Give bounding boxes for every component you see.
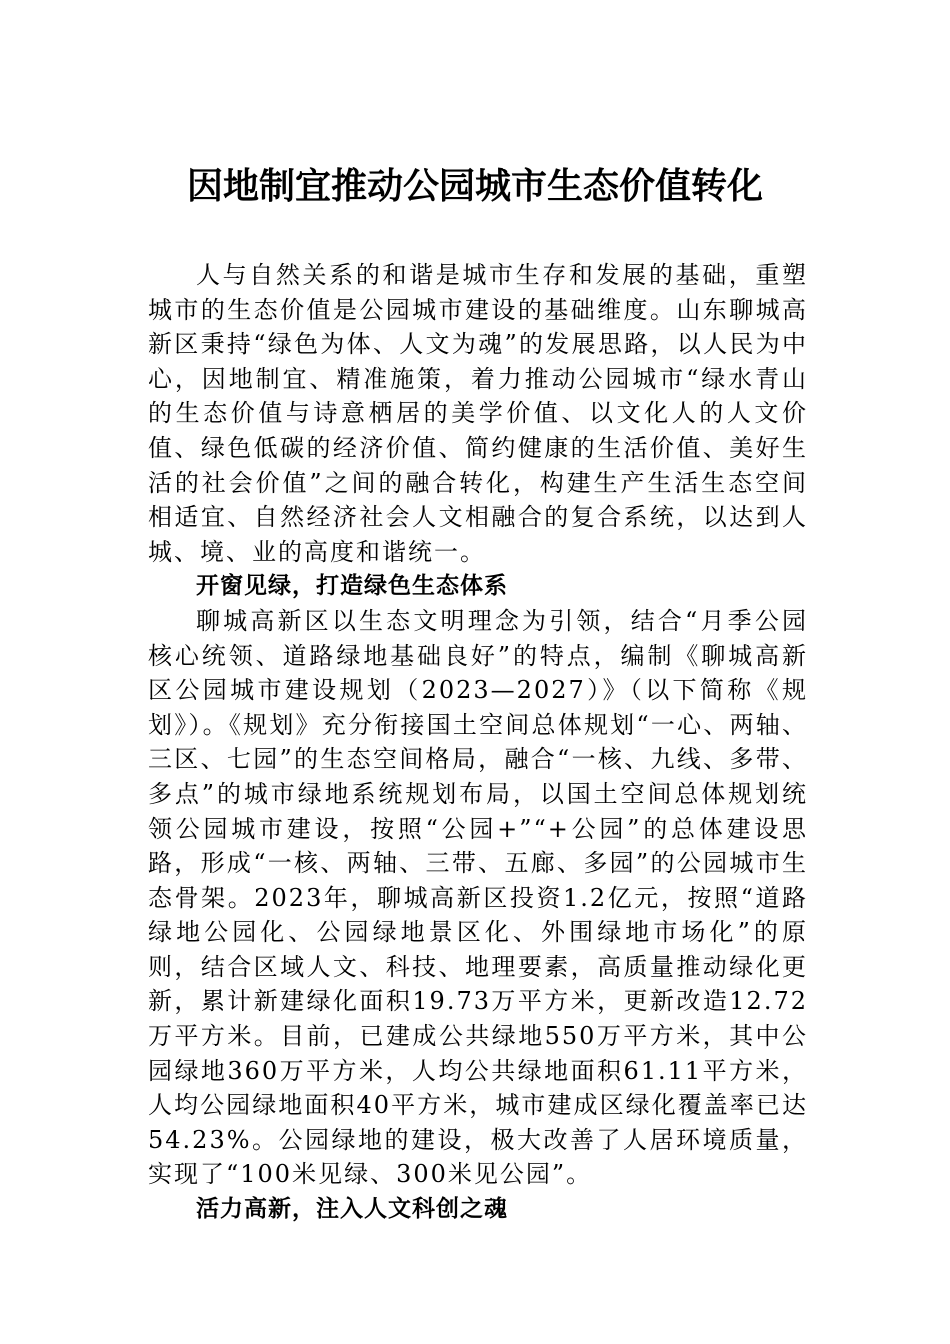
section-heading-green-ecology: 开窗见绿，打造绿色生态体系 (196, 573, 508, 600)
intro-paragraph: 人与自然关系的和谐是城市生存和发展的基础，重塑城市的生态价值是公园城市建设的基础维度。山东聊城高新区秉持“绿色为体、人文为魂”的发展思路，以人民为中心，因地制宜、精准施策，着力推动公园城市“绿水青山的生态价值与诗意栖居的美学价值、以文化人的人文价值、绿色低碳的经济价值、简约健康的生活价值、美好生活的社会价值”之间的融合转化，构建生产生活生态空间相适宜、自然经济社会人文相融合的复合系统，以达到人城、境、业的高度和谐统一。 (148, 261, 808, 566)
section-heading-culture-innovation: 活力高新，注入人文科创之魂 (196, 1196, 508, 1223)
document-title: 因地制宜推动公园城市生态价值转化 (186, 165, 763, 207)
green-ecology-paragraph: 聊城高新区以生态文明理念为引领，结合“月季公园核心统领、道路绿地基础良好”的特点，编制《聊城高新区公园城市建设规划（2023—2027）》（以下简称《规划》）。《规划》充分衔接国土空间总体规划“一心、两轴、三区、七园”的生态空间格局，融合“一核、九线、多带、多点”的城市绿地系统规划布局，以国土空间总体规划统领公园城市建设，按照“公园+”“+公园”的总体建设思路，形成“一核、两轴、三带、五廊、多园”的公园城市生态骨架。2023年，聊城高新区投资1.2亿元，按照“道路绿地公园化、公园绿地景区化、外围绿地市场化”的原则，结合区域人文、科技、地理要素，高质量推动绿化更新，累计新建绿化面积19.73万平方米，更新改造12.72万平方米。目前，已建成公共绿地550万平方米，其中公园绿地360万平方米，人均公共绿地面积61.11平方米，人均公园绿地面积40平方米，城市建成区绿化覆盖率已达54.23%。公园绿地的建设，极大改善了人居环境质量，实现了“100米见绿、300米见公园”。 (148, 606, 808, 1189)
document-body (148, 258, 808, 1227)
